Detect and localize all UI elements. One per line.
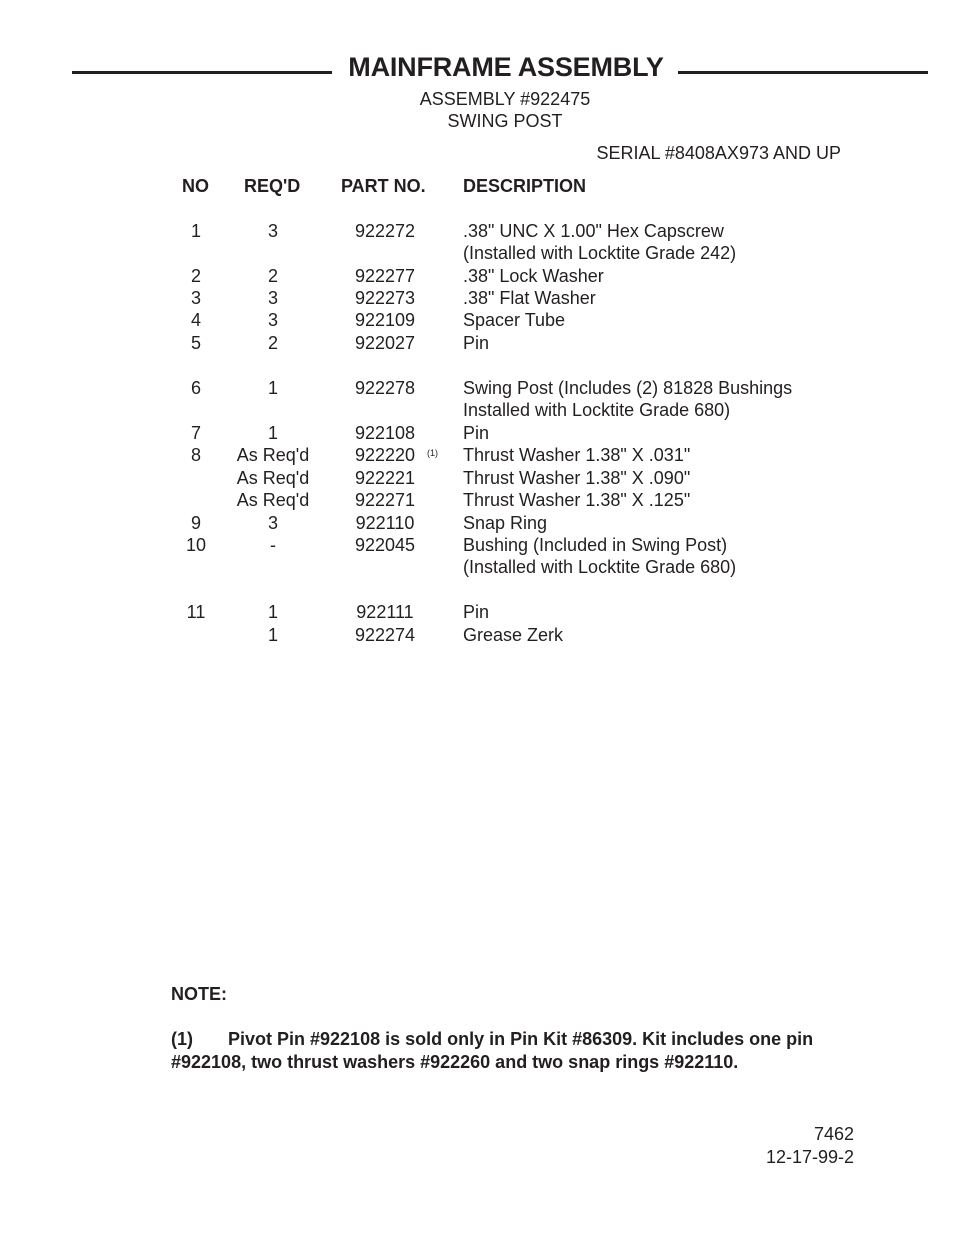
description: Pin: [463, 602, 490, 622]
description: Bushing (Included in Swing Post): [463, 535, 728, 555]
note-body: [171, 1028, 851, 1074]
item-number: 7: [190, 423, 201, 443]
part-number: 922273: [354, 288, 416, 308]
quantity: 1: [267, 423, 278, 443]
column-header-no: NO: [182, 176, 209, 196]
description: Thrust Washer 1.38" X .125": [463, 490, 691, 510]
page-title: MAINFRAME ASSEMBLY: [348, 52, 664, 82]
quantity: 3: [267, 310, 278, 330]
quantity: -: [270, 535, 276, 555]
part-number: 922271: [354, 490, 416, 510]
quantity: 2: [267, 333, 278, 353]
quantity: 3: [267, 221, 278, 241]
part-number: 922220: [354, 445, 416, 465]
part-number: 922272: [354, 221, 416, 241]
item-number: 5: [190, 333, 201, 353]
quantity: As Req'd: [236, 445, 310, 465]
note-number: (1): [171, 1029, 193, 1049]
description: Pin: [463, 423, 490, 443]
part-number: 922027: [354, 333, 416, 353]
description: Thrust Washer 1.38" X .031": [463, 445, 691, 465]
description: .38" UNC X 1.00" Hex Capscrew: [463, 221, 724, 241]
note-heading: NOTE:: [171, 984, 227, 1004]
part-number: 922111: [356, 602, 414, 622]
note-text: Pivot Pin #922108 is sold only in Pin Kit #86309. Kit includes one pin #922108, two thrust washers #922260 and two snap rings #922110.: [171, 1029, 814, 1072]
part-number: 922277: [354, 266, 416, 286]
document-number: 7462: [813, 1124, 854, 1144]
part-number: 922278: [354, 378, 416, 398]
column-header-description: DESCRIPTION: [463, 176, 587, 196]
item-number: 8: [190, 445, 201, 465]
description: .38" Lock Washer: [463, 266, 604, 286]
description: (Installed with Locktite Grade 680): [463, 557, 737, 577]
item-number: 6: [190, 378, 201, 398]
assembly-number: ASSEMBLY #922475: [419, 89, 591, 109]
column-header-part-no: PART NO.: [341, 176, 426, 196]
description: Pin: [463, 333, 490, 353]
description: Grease Zerk: [463, 625, 564, 645]
description: (Installed with Locktite Grade 242): [463, 243, 737, 263]
item-number: 4: [190, 310, 201, 330]
title-rule-left: [72, 71, 332, 74]
quantity: 3: [267, 513, 278, 533]
item-number: 1: [190, 221, 201, 241]
quantity: 2: [267, 266, 278, 286]
item-number: 9: [190, 513, 201, 533]
date-code: 12-17-99-2: [765, 1147, 854, 1167]
quantity: 1: [267, 378, 278, 398]
item-number: 11: [186, 602, 206, 622]
description: Installed with Locktite Grade 680): [463, 400, 731, 420]
column-header-reqd: REQ'D: [244, 176, 301, 196]
item-number: 3: [190, 288, 201, 308]
description: Spacer Tube: [463, 310, 566, 330]
part-number: 922110: [355, 513, 415, 533]
description: .38" Flat Washer: [463, 288, 596, 308]
item-number: 10: [185, 535, 207, 555]
item-number: 2: [190, 266, 201, 286]
part-number: 922274: [354, 625, 416, 645]
quantity: As Req'd: [236, 468, 310, 488]
part-number: 922221: [354, 468, 416, 488]
part-number: 922109: [354, 310, 416, 330]
title-rule-right: [678, 71, 928, 74]
part-number: 922108: [354, 423, 416, 443]
description: Snap Ring: [463, 513, 548, 533]
description: Swing Post (Includes (2) 81828 Bushings: [463, 378, 793, 398]
serial-range: SERIAL #8408AX973 AND UP: [596, 143, 841, 163]
footnote-marker: (1): [427, 448, 438, 458]
assembly-subtitle: SWING POST: [447, 111, 563, 131]
description: Thrust Washer 1.38" X .090": [463, 468, 691, 488]
part-number: 922045: [354, 535, 416, 555]
quantity: 3: [267, 288, 278, 308]
quantity: As Req'd: [236, 490, 310, 510]
quantity: 1: [267, 602, 278, 622]
quantity: 1: [267, 625, 278, 645]
